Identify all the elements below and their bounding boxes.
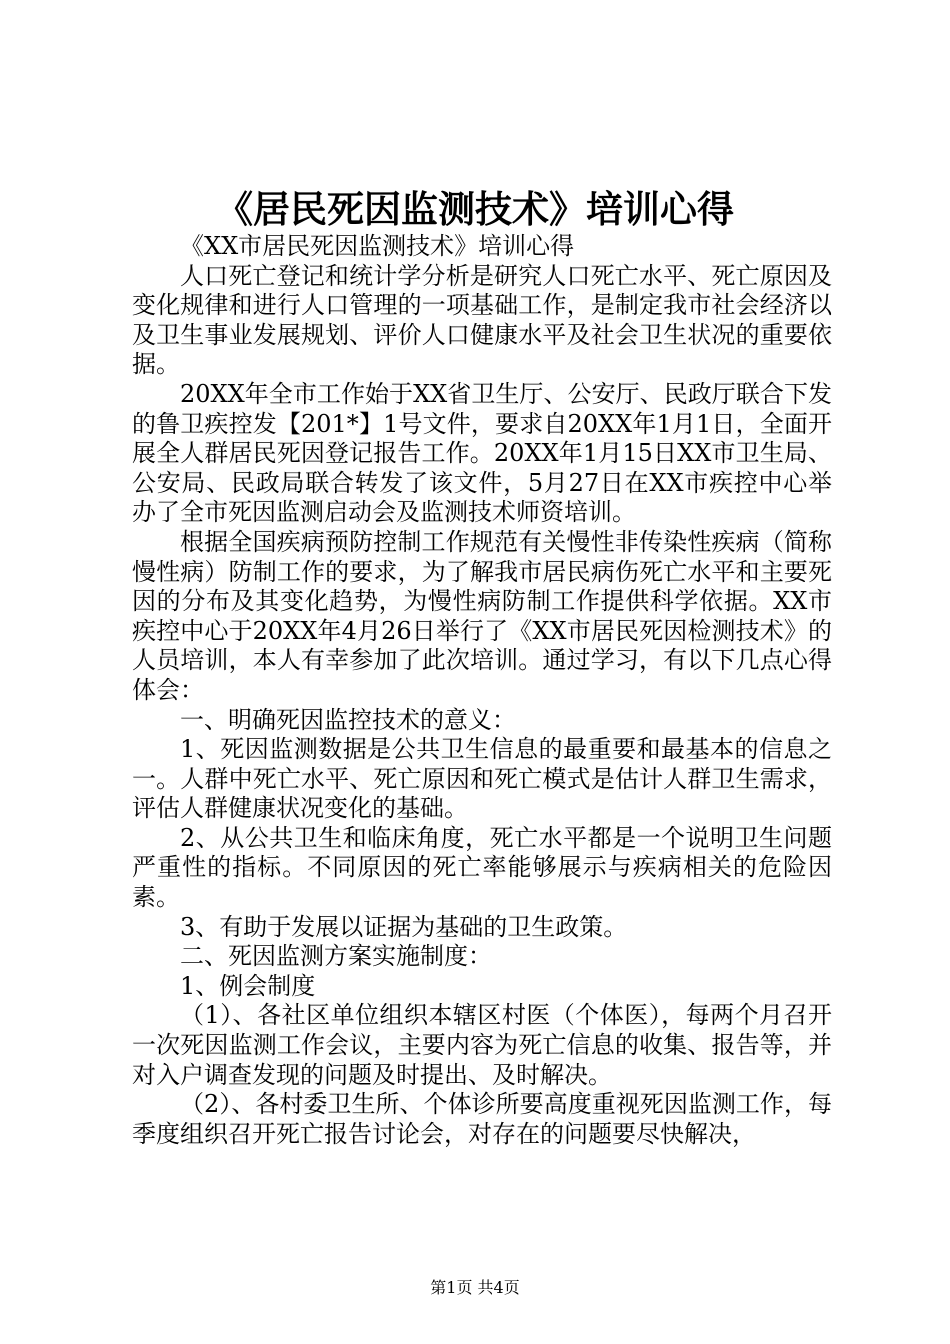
section-heading-1: 一、明确死因监控技术的意义： xyxy=(180,705,516,734)
document-title: 《居民死因监测技术》培训心得 xyxy=(216,187,734,231)
paragraph-item-2: （2）、各村委卫生所、个体诊所要高度重视死因监测工作，每季度组织召开死亡报告讨论会，对存在的问题要尽快解决， xyxy=(132,1090,832,1148)
paragraph-subtitle: 《XX市居民死因监测技术》培训心得 xyxy=(180,232,575,260)
paragraph-point-3: 3、有助于发展以证据为基础的卫生政策。 xyxy=(180,912,628,941)
paragraph-item-1: （1）、各社区单位组织本辖区村医（个体医），每两个月召开一次死因监测工作会议，主要内容为死亡信息的收集、报告等，并对入户调查发现的问题及时提出、及时解决。 xyxy=(132,1001,832,1089)
paragraph-point-1: 1、死因监测数据是公共卫生信息的最重要和最基本的信息之一。人群中死亡水平、死亡原因和死亡模式是估计人群卫生需求，评估人群健康状况变化的基础。 xyxy=(132,735,832,823)
section-heading-2: 二、死因监测方案实施制度： xyxy=(180,942,492,971)
paragraph-background: 20XX年全市工作始于XX省卫生厅、公安厅、民政厅联合下发的鲁卫疾控发【201*】1号文件，要求自20XX年1月1日，全面开展全人群居民死因登记报告工作。20XX年1月15日XX市卫生局、公安局、民政局联合转发了该文件，5月27日在XX市疾控中心举办了全市死因监测启动会及监测技术师资培训。 xyxy=(132,379,832,527)
subsection-heading-1: 1、例会制度 xyxy=(180,971,316,1000)
paragraph-training: 根据全国疾病预防控制工作规范有关慢性非传染性疾病（简称慢性病）防制工作的要求，为了解我市居民病伤死亡水平和主要死因的分布及其变化趋势，为慢性病防制工作提供科学依据。XX市疾控中心于20XX年4月26日举行了《XX市居民死因检测技术》的人员培训，本人有幸参加了此次培训。通过学习，有以下几点心得体会： xyxy=(132,527,832,704)
paragraph-point-2: 2、从公共卫生和临床角度，死亡水平都是一个说明卫生问题严重性的指标。不同原因的死亡率能够展示与疾病相关的危险因素。 xyxy=(132,823,832,912)
paragraph-intro: 人口死亡登记和统计学分析是研究人口死亡水平、死亡原因及变化规律和进行人口管理的一项基础工作，是制定我市社会经济以及卫生事业发展规划、评价人口健康水平及社会卫生状况的重要依据。 xyxy=(132,261,832,379)
document-body xyxy=(132,232,832,1149)
page-footer: 第1页 共4页 xyxy=(430,1278,520,1297)
